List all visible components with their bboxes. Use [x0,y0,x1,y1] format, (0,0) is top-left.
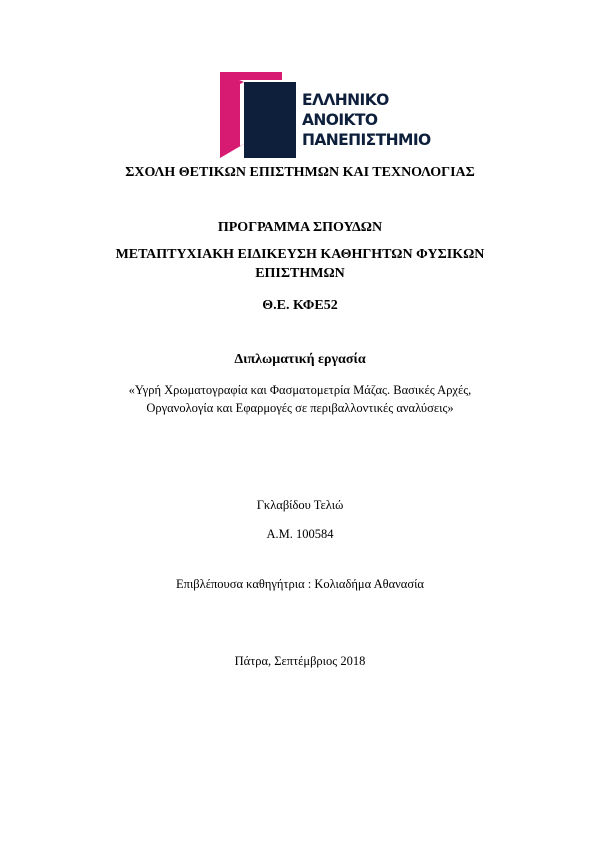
specialization-heading-line-2: ΕΠΙΣΤΗΜΩΝ [255,266,345,281]
university-logo [220,72,442,158]
author-name: Γκλαβίδου Τελιώ [256,498,344,512]
place-date: Πάτρα, Σεπτέμβριος 2018 [234,654,366,668]
thesis-title-line-1: «Υγρή Χρωματογραφία και Φασματομετρία Μάζας. Βασικές Αρχές, [128,383,472,397]
logo-line-3: ΠΑΝΕΠΙΣΤΗΜΙΟ [302,131,431,149]
logo-emblem-icon [220,72,300,158]
specialization-heading-line-1: ΜΕΤΑΠΤΥΧΙΑΚΗ ΕΙΔΙΚΕΥΣΗ ΚΑΘΗΓΗΤΩΝ ΦΥΣΙΚΩΝ [115,247,485,262]
school-heading: ΣΧΟΛΗ ΘΕΤΙΚΩΝ ΕΠΙΣΤΗΜΩΝ ΚΑΙ ΤΕΧΝΟΛΟΓΙΑΣ [125,165,475,180]
module-code: Θ.Ε. ΚΦΕ52 [262,298,338,313]
logo-line-1: ΕΛΛΗΝΙΚΟ [302,91,389,109]
logo-wordmark [302,90,431,150]
thesis-label: Διπλωματική εργασία [234,352,366,367]
student-id: Α.Μ. 100584 [266,527,334,541]
logo-line-2: ΑΝΟΙΚΤΟ [302,111,378,129]
supervisor: Επιβλέπουσα καθηγήτρια : Κολιαδήμα Αθανασία [176,577,424,591]
thesis-title-line-2: Οργανολογία και Εφαρμογές σε περιβαλλοντικές αναλύσεις» [146,401,454,415]
program-heading: ΠΡΟΓΡΑΜΜΑ ΣΠΟΥΔΩΝ [217,220,383,235]
